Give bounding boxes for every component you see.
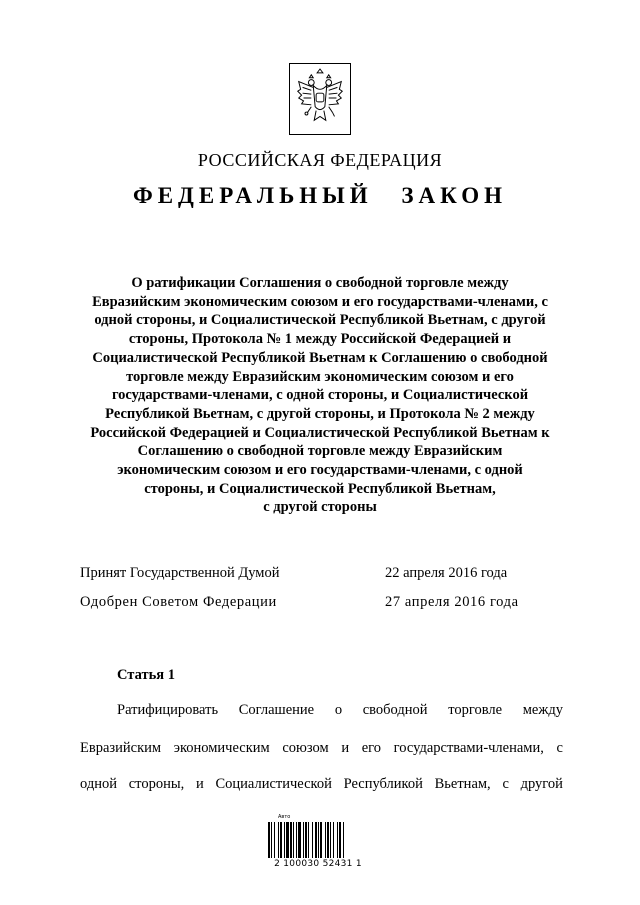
word: Вьетнам, xyxy=(434,776,491,792)
word: торговле xyxy=(448,702,503,718)
title-line: Евразийским экономическим союзом и его государствами-членами, с xyxy=(92,293,548,310)
title-line: одной стороны, и Социалистической Республикой Вьетнам, с другой xyxy=(94,312,546,329)
duma-label: Принят Государственной Думой xyxy=(80,565,280,581)
title-line: государствами-членами, с одной стороны, и Социалистической xyxy=(111,387,529,404)
word: его xyxy=(361,740,382,756)
barcode-number: 2 100030 52431 1 xyxy=(274,859,362,869)
word: одной xyxy=(80,776,117,792)
title-line: Российской Федерацией и Социалистической Республикой Вьетнам к xyxy=(90,424,550,441)
word: союзом xyxy=(282,740,329,756)
word: экономическим xyxy=(173,740,270,756)
barcode-bar xyxy=(268,822,270,858)
barcode-bar xyxy=(303,822,304,858)
coat-of-arms-icon xyxy=(289,63,351,135)
title-line: стороны, Протокола № 1 между Российской Федерацией и xyxy=(128,331,512,348)
barcode-bar xyxy=(333,822,334,858)
article-line xyxy=(117,702,563,719)
article-heading: Статья 1 xyxy=(117,667,175,683)
barcode-small-text: Авто xyxy=(278,814,291,820)
barcode-bar xyxy=(339,822,341,858)
duma-date: 22 апреля 2016 года xyxy=(385,565,508,581)
barcode-bar xyxy=(315,822,317,858)
word: Ратифицировать xyxy=(117,702,219,718)
article-line xyxy=(80,776,563,793)
title-line: Социалистической Республикой Вьетнам к Соглашению о свободной xyxy=(92,349,548,366)
barcode-bar xyxy=(296,822,297,858)
barcode-bar xyxy=(320,822,322,858)
title-line: экономическим союзом и его государствами-членами, с одной xyxy=(117,462,523,479)
council-date: 27 апреля 2016 года xyxy=(385,594,519,610)
barcode-bar xyxy=(290,822,292,858)
barcode-bar xyxy=(274,822,275,858)
barcode-bar xyxy=(286,822,289,858)
word: Социалистической xyxy=(215,776,332,792)
barcode-bar xyxy=(271,822,272,858)
barcode-bar xyxy=(280,822,282,858)
word: о xyxy=(334,702,343,718)
barcode-block xyxy=(262,814,374,870)
title-line: Республикой Вьетнам, с другой стороны, и Протокола № 2 между xyxy=(105,405,535,422)
barcode-bar xyxy=(327,822,329,858)
word: Соглашение xyxy=(238,702,315,718)
word: Евразийским xyxy=(80,740,162,756)
title-line: Соглашению о свободной торговле между Евразийским xyxy=(137,443,503,460)
title-line: стороны, и Социалистической Республикой Вьетнам, xyxy=(144,480,496,497)
barcode-bar xyxy=(337,822,338,858)
word: и xyxy=(195,776,204,792)
double-headed-eagle-icon xyxy=(290,64,350,134)
title-line: с другой стороны xyxy=(263,499,377,516)
word: свободной xyxy=(362,702,428,718)
barcode-bar xyxy=(330,822,331,858)
word: с xyxy=(556,740,563,756)
word: и xyxy=(341,740,350,756)
country-name: РОССИЙСКАЯ ФЕДЕРАЦИЯ xyxy=(197,150,443,170)
barcode-bar xyxy=(312,822,313,858)
word: государствами-членами, xyxy=(393,740,544,756)
word: стороны, xyxy=(128,776,185,792)
title-line: торговле между Евразийским экономическим союзом и его xyxy=(126,368,514,385)
barcode-bar xyxy=(293,822,294,858)
council-label: Одобрен Советом Федерации xyxy=(80,594,277,610)
barcode-bar xyxy=(284,822,285,858)
title-line: О ратификации Соглашения о свободной торговле между xyxy=(131,275,509,291)
word: с xyxy=(502,776,509,792)
barcode-bar xyxy=(318,822,319,858)
word: другой xyxy=(520,776,563,792)
barcode-icon xyxy=(268,822,368,858)
article-line xyxy=(80,740,563,757)
barcode-bar xyxy=(308,822,309,858)
barcode-bar xyxy=(305,822,307,858)
barcode-bar xyxy=(343,822,344,858)
word: Республикой xyxy=(343,776,423,792)
law-title xyxy=(80,274,560,517)
barcode-bar xyxy=(298,822,301,858)
barcode-bar xyxy=(325,822,326,858)
document-type: ФЕДЕРАЛЬНЫЙ ЗАКОН xyxy=(132,183,508,208)
word: между xyxy=(522,702,563,718)
barcode-bar xyxy=(278,822,279,858)
